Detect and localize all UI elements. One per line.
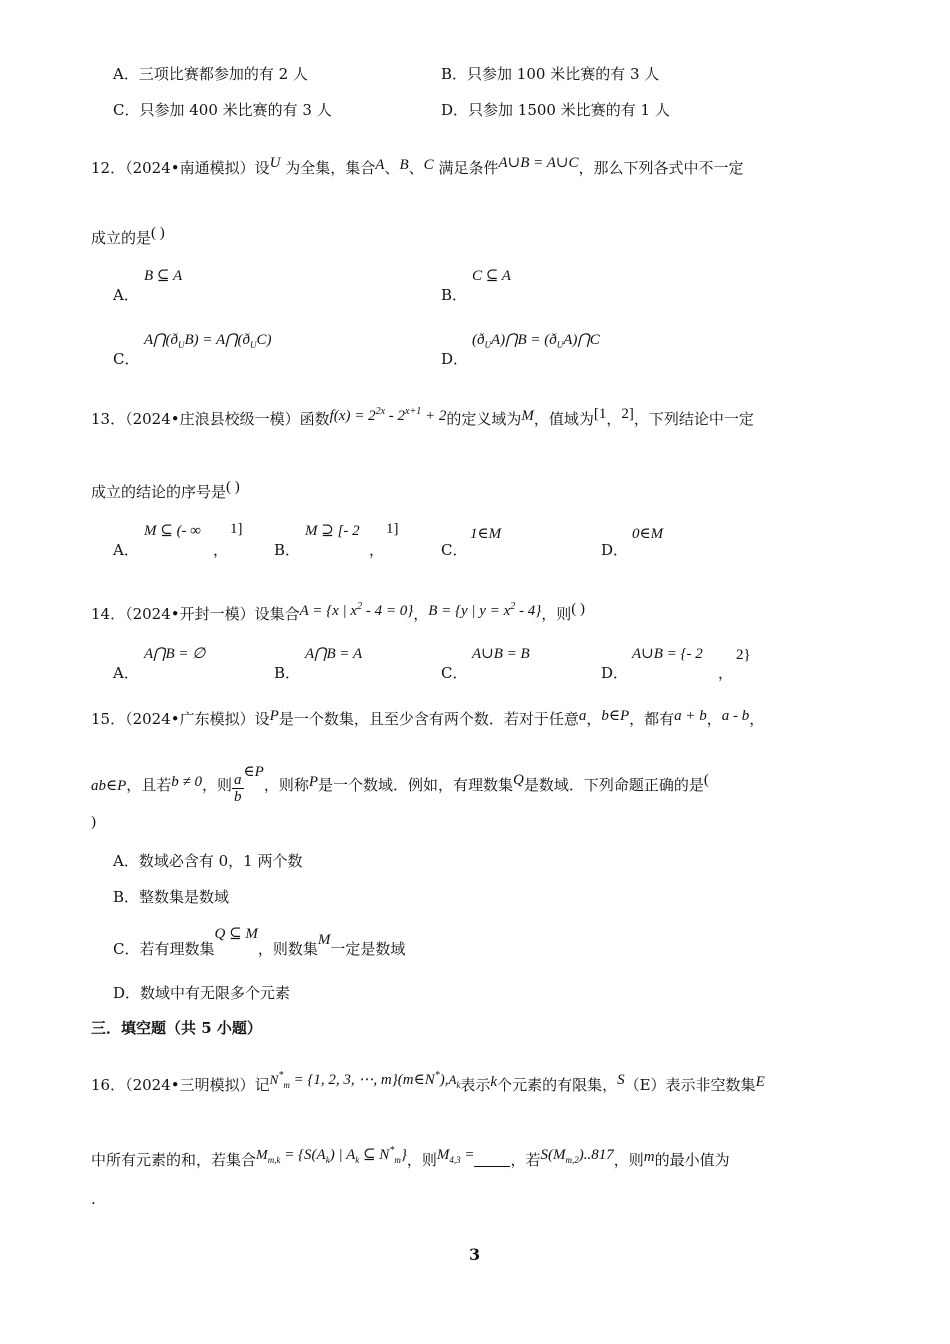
q16-SM bbox=[540, 1147, 613, 1163]
q16-N-def bbox=[269, 1070, 461, 1090]
q12-d-sub: U bbox=[484, 340, 491, 350]
q12-option-b-label: B． bbox=[441, 286, 468, 304]
q15-paren-close: ) bbox=[91, 814, 96, 830]
q16-text: 个元素的有限集， bbox=[497, 1076, 618, 1094]
q12-option-d-label: D． bbox=[441, 350, 469, 368]
q13-stem-line2 bbox=[91, 479, 240, 502]
q12-stem bbox=[91, 153, 743, 178]
q14-set-b-sup: 2 bbox=[510, 601, 516, 612]
q14-stem bbox=[91, 601, 585, 624]
q14-option-d-label: D． bbox=[601, 664, 629, 682]
q15-text: ，且若 bbox=[126, 776, 172, 794]
q15-c-text: ，则数集 bbox=[257, 940, 318, 958]
q16-M-set bbox=[256, 1145, 407, 1165]
q15-P2: P bbox=[308, 774, 319, 790]
q16-M43-M: M bbox=[436, 1147, 450, 1163]
q13-option-b-math bbox=[305, 521, 360, 540]
q14-option-a-label: A． bbox=[113, 664, 139, 682]
q13-plus: + 2 bbox=[421, 408, 447, 424]
q13-answer-paren: ( ) bbox=[226, 479, 240, 495]
q16-N-def-body: = {1, 2, 3, ⋯, m}(m∈N bbox=[289, 1072, 435, 1088]
q16-answer-blank[interactable] bbox=[474, 1152, 510, 1167]
q16-number: 16． bbox=[91, 1076, 126, 1094]
q13-option-b-comma: ， bbox=[369, 541, 385, 559]
q13-exp2: x+1 bbox=[405, 406, 422, 417]
q13-option-d-math: 0∈M bbox=[632, 526, 664, 542]
q16-text: 记 bbox=[254, 1076, 270, 1094]
q13-source: （2024•庄浪县校级一模） bbox=[125, 410, 300, 428]
q12-C: C bbox=[423, 157, 434, 173]
page-number: 3 bbox=[469, 1245, 481, 1264]
q14-source: （2024•开封一模） bbox=[125, 605, 255, 623]
q16-M-sub: m,k bbox=[267, 1155, 281, 1165]
q16-M43 bbox=[437, 1147, 475, 1163]
q15-text: ，则 bbox=[202, 776, 233, 794]
q13-range-right: 2] bbox=[621, 406, 634, 422]
q16-eq: = bbox=[460, 1147, 475, 1163]
q16-text: ，则 bbox=[613, 1151, 644, 1169]
q13-function bbox=[330, 408, 447, 424]
q15-comma: ， bbox=[706, 710, 722, 728]
q12-U: U bbox=[269, 155, 281, 171]
q16-text: 的最小值为 bbox=[654, 1151, 730, 1169]
q15-source: （2024•广东模拟） bbox=[125, 710, 255, 728]
q14-text: 设集合 bbox=[254, 605, 300, 623]
q16-k: k bbox=[490, 1074, 498, 1090]
q12-number: 12． bbox=[91, 159, 126, 177]
q15-option-d: D．数域中有无限多个元素 bbox=[113, 984, 291, 1002]
q13-option-a-math bbox=[144, 521, 201, 540]
q15-b-ne-0: b ≠ 0 bbox=[171, 774, 203, 790]
section-title: 三．填空题（共 5 小题） bbox=[91, 1019, 262, 1037]
q16-N-def-sup: * bbox=[434, 1070, 440, 1081]
q16-text: ，若 bbox=[510, 1151, 541, 1169]
q12-c-sub: U bbox=[177, 340, 185, 350]
q12-option-b-math: C ⊆ A bbox=[472, 268, 511, 284]
q15-comma: ， bbox=[749, 710, 765, 728]
q16-stem-line2 bbox=[91, 1145, 730, 1170]
q12-text: 设 bbox=[254, 159, 270, 177]
q16-S: S bbox=[617, 1072, 625, 1088]
q14-number: 14． bbox=[91, 605, 126, 623]
q12-c-sub: U bbox=[249, 340, 257, 350]
q16-m: m bbox=[643, 1149, 655, 1165]
q12-option-a-label: A． bbox=[113, 286, 139, 304]
q13-number: 13． bbox=[91, 410, 126, 428]
q13-option-c-math: 1∈M bbox=[470, 526, 502, 542]
q13-option-c-label: C． bbox=[441, 541, 468, 559]
q16-SM-part: S(M bbox=[540, 1147, 566, 1163]
q16-Ak-sub: k bbox=[456, 1080, 461, 1090]
q12-text: 成立的是 bbox=[91, 229, 152, 247]
q12-d-part: A)⋂B = (ð bbox=[491, 332, 557, 348]
q14-option-b-label: B． bbox=[274, 664, 301, 682]
q14-set-a-part: A = {x | x bbox=[299, 603, 358, 619]
q16-N-sub: m bbox=[283, 1080, 290, 1090]
q15-option-b: B．整数集是数域 bbox=[113, 888, 230, 906]
q12-stem-line2 bbox=[91, 225, 165, 248]
q15-c-text: 一定是数域 bbox=[330, 940, 406, 958]
q15-number: 15． bbox=[91, 710, 126, 728]
q15-comma: ， bbox=[586, 710, 602, 728]
q12-text: ，那么下列各式中不一定 bbox=[578, 159, 744, 177]
q12-d-part: A)⋂C bbox=[563, 332, 600, 348]
q11-option-b: B．只参加 100 米比赛的有 3 人 bbox=[441, 65, 660, 83]
q15-text: ，都有 bbox=[629, 710, 675, 728]
q14-option-d-end: 2} bbox=[736, 647, 751, 663]
q15-c-text: C．若有理数集 bbox=[113, 940, 215, 958]
q12-answer-paren: ( ) bbox=[151, 225, 165, 241]
q15-in-P: ∈P bbox=[243, 764, 264, 780]
q13-option-a-end: 1] bbox=[230, 521, 243, 537]
q16-M-def-sub: k bbox=[325, 1155, 330, 1165]
q15-c-M: M bbox=[317, 932, 331, 948]
q13-minus: - 2 bbox=[385, 408, 406, 424]
q11-option-a: A．三项比赛都参加的有 2 人 bbox=[113, 65, 308, 83]
q14-set-a-sup: 2 bbox=[357, 601, 363, 612]
q14-comma: ， bbox=[413, 605, 429, 623]
q14-option-d-comma: ， bbox=[718, 664, 734, 682]
q12-option-c-math bbox=[144, 330, 271, 350]
q12-B: B bbox=[399, 157, 409, 173]
q13-exp1: 2x bbox=[375, 406, 386, 417]
q16-M43-sub: 4,3 bbox=[449, 1155, 461, 1165]
q14-set-b-end: - 4} bbox=[515, 603, 542, 619]
q14-set-a bbox=[300, 603, 414, 619]
q14-text: ，则 bbox=[541, 605, 572, 623]
q15-Q: Q bbox=[513, 772, 524, 788]
q15-text: 设 bbox=[254, 710, 270, 728]
q13-stem bbox=[91, 406, 754, 429]
q15-P: P bbox=[269, 708, 279, 724]
q16-stem bbox=[91, 1070, 765, 1095]
q15-c-math: Q ⊆ M bbox=[214, 926, 258, 942]
q13-f: f(x) = 2 bbox=[329, 408, 376, 424]
q16-N-def-end: ), bbox=[439, 1072, 449, 1088]
q13-text: 成立的结论的序号是 bbox=[91, 483, 227, 501]
q16-text: （E）表示非空数集 bbox=[624, 1076, 756, 1094]
q16-SM-sub: m,2 bbox=[565, 1155, 579, 1165]
q13-text: ，值域为 bbox=[533, 410, 594, 428]
q12-source: （2024•南通模拟） bbox=[125, 159, 255, 177]
q14-set-b bbox=[428, 603, 541, 619]
q13-a-part: M ⊆ (- ∞ bbox=[144, 523, 201, 539]
q12-A: A bbox=[375, 157, 385, 173]
q15-a: a bbox=[578, 708, 587, 724]
q15-stem-line2 bbox=[91, 762, 709, 805]
q16-M-def: = {S(A bbox=[280, 1147, 326, 1163]
q16-Ak: A bbox=[448, 1072, 457, 1087]
q13-text: 函数 bbox=[299, 410, 330, 428]
q13-b-part: M ⊇ [- 2 bbox=[305, 523, 360, 539]
q11-option-d: D．只参加 1500 米比赛的有 1 人 bbox=[441, 101, 670, 119]
q15-paren-open: ( bbox=[703, 772, 709, 788]
q11-option-c: C．只参加 400 米比赛的有 3 人 bbox=[113, 101, 332, 119]
q13-option-b-label: B． bbox=[274, 541, 301, 559]
q12-condition: A∪B = A∪C bbox=[498, 155, 579, 171]
q15-text: ，则称 bbox=[263, 776, 309, 794]
q16-text: ，则 bbox=[406, 1151, 437, 1169]
q16-M-def2: ) | A bbox=[329, 1147, 356, 1163]
q12-d-sub: U bbox=[556, 340, 564, 350]
q15-a-minus-b: a - b bbox=[721, 708, 750, 724]
q13-text: ，下列结论中一定 bbox=[633, 410, 754, 428]
q16-M-def3-sub: m bbox=[394, 1155, 401, 1165]
q15-fraction bbox=[232, 764, 264, 805]
q14-set-b-part: B = {y | y = x bbox=[428, 603, 511, 619]
q16-N-sup: * bbox=[278, 1070, 284, 1081]
q15-option-a: A．数域必含有 0，1 两个数 bbox=[113, 852, 303, 870]
q15-ab-in-P: ab∈P bbox=[91, 778, 127, 794]
q16-line3: . bbox=[91, 1190, 96, 1208]
q15-option-c bbox=[113, 926, 406, 959]
q15-b-in-P: b∈P bbox=[601, 708, 630, 724]
q16-M: M bbox=[256, 1148, 268, 1163]
q15-text: 是一个数集，且至少含有两个数．若对于任意 bbox=[278, 710, 579, 728]
q13-range-comma: ， bbox=[606, 410, 622, 428]
q14-answer-paren: ( ) bbox=[571, 601, 586, 617]
q12-option-a-math: B ⊆ A bbox=[144, 268, 183, 284]
q12-option-c-label: C． bbox=[113, 350, 140, 368]
q15-text: 是数域．下列命题正确的是 bbox=[523, 776, 704, 794]
q12-c-part: C) bbox=[256, 332, 272, 348]
q12-option-d-math bbox=[472, 330, 600, 350]
q16-N: N bbox=[269, 1072, 279, 1087]
q12-c-part: A⋂(ð bbox=[144, 332, 178, 348]
q14-option-a-math: A⋂B = ∅ bbox=[144, 646, 206, 662]
q14-option-d-math: A∪B = {- 2 bbox=[632, 646, 703, 662]
q12-text: 满足条件 bbox=[438, 159, 499, 177]
q14-set-a-end: - 4 = 0} bbox=[362, 603, 414, 619]
q13-option-d-label: D． bbox=[601, 541, 629, 559]
q16-source: （2024•三明模拟） bbox=[125, 1076, 255, 1094]
q15-frac-den: b bbox=[234, 789, 242, 805]
q16-SM-end: )..817 bbox=[578, 1147, 614, 1163]
q16-M-def3-sup: * bbox=[389, 1145, 395, 1156]
q14-option-c-math: A∪B = B bbox=[472, 646, 530, 662]
q14-option-c-label: C． bbox=[441, 664, 468, 682]
q15-stem bbox=[91, 706, 764, 729]
q15-text: 是一个数域．例如，有理数集 bbox=[318, 776, 514, 794]
q12-sep: 、 bbox=[408, 159, 424, 177]
q16-M-end: } bbox=[400, 1147, 407, 1163]
q13-M: M bbox=[521, 408, 534, 424]
q13-option-a-label: A． bbox=[113, 541, 139, 559]
q15-frac-num: a bbox=[234, 772, 242, 788]
q15-a-plus-b: a + b bbox=[674, 708, 707, 724]
q12-c-part: B) = A⋂(ð bbox=[184, 332, 250, 348]
q16-M-def2-sub: k bbox=[355, 1155, 360, 1165]
q16-text: 表示 bbox=[460, 1076, 491, 1094]
q12-text: 为全集，集合 bbox=[285, 159, 376, 177]
q13-text: 的定义域为 bbox=[446, 410, 522, 428]
q16-text: 中所有元素的和，若集合 bbox=[91, 1151, 257, 1169]
q13-option-b-end: 1] bbox=[386, 521, 399, 537]
q13-range-left: [1 bbox=[593, 406, 607, 422]
q12-sep: 、 bbox=[384, 159, 400, 177]
q13-option-a-comma: ， bbox=[213, 541, 229, 559]
q12-d-part: (ð bbox=[472, 332, 485, 348]
q16-M-def3: ⊆ N bbox=[359, 1147, 390, 1163]
q14-option-b-math: A⋂B = A bbox=[305, 646, 363, 662]
q16-E: E bbox=[755, 1074, 765, 1090]
